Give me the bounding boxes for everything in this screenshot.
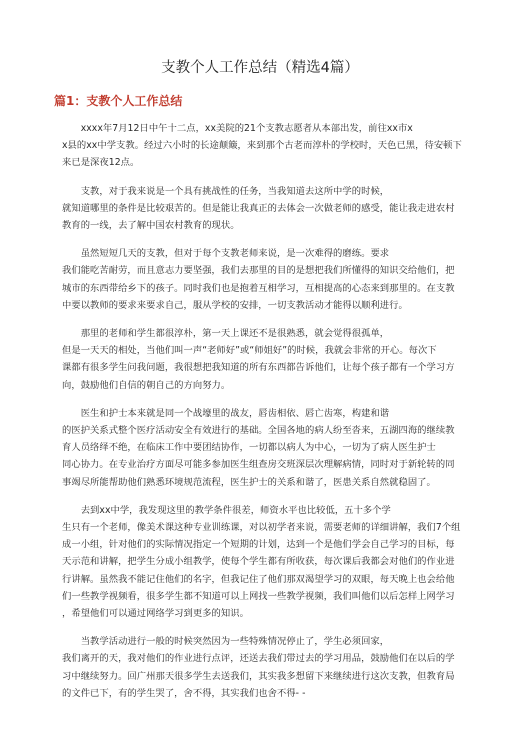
- document-body: [62, 120, 462, 702]
- text-line: 中要以教师的要求来要求自己，服从学校的安排，一切支教活动才能得以顺利进行。: [62, 299, 408, 311]
- text-line: x县的xx中学支教。经过六小时的长途颠簸，来到那个古老而淳朴的学校时，天色已黑，待安顿下: [62, 140, 462, 152]
- text-line: 那里的老师和学生都很淳朴，第一天上课还不是很熟悉，就会觉得很孤单，: [62, 328, 390, 340]
- text-line: 课都有很多学生问我问题，我很想把我知道的所有东西都告诉他们，让每个孩子都有一个学习方: [62, 362, 455, 374]
- text-line: 去到xx中学，我发现这里的教学条件很差，师资水平也比较低，五十多个学: [62, 504, 391, 516]
- text-line: 行讲解。虽然我不能记住他们的名字，但我记住了他们那双渴望学习的双眼，每天晚上也会给他: [62, 573, 455, 585]
- paragraph: [62, 245, 458, 314]
- text-line: 的医护关系式整个医疗活动安全有效进行的基础。全国各地的病人纷至沓来，五湖四海的继续教: [62, 425, 455, 437]
- text-line: 虽然短短几天的支教，但对于每个支教老师来说，是一次难得的磨练。要求: [62, 248, 390, 260]
- text-line: 育人员络绎不绝，在临床工作中要团结协作，一切都以病人为中心，一切为了病人医生护士: [62, 442, 436, 454]
- text-line: 事竭尽所能帮助他们熟悉环境规范流程，医生护士的关系和谐了，医患关系自然就稳固了。: [62, 476, 436, 488]
- text-line: 我们离开的天，我对他们的作业进行点评，还送去我们带过去的学习用品，鼓励他们在以后的学: [62, 653, 455, 665]
- text-line: 教育的一线，去了解中国农村教育的现状。: [62, 220, 240, 232]
- text-line: 成一小组，针对他们的实际情况指定一个短期的计划，达到一个是他们学会自己学习的目标，每: [62, 539, 455, 551]
- paragraph: [62, 183, 458, 235]
- text-line: xxxx年7月12日中午十二点，xx美院的21个支教志愿者从本部出发，前往xx市x: [62, 123, 413, 134]
- text-line: 向，鼓励他们自信的朝自己的方向努力。: [62, 379, 231, 391]
- text-line: 但是一天天的相处，当他们叫一声“老师好”或“师姐好”的时候，我就会非常的开心。每次下: [62, 345, 437, 357]
- paragraph: [62, 502, 461, 622]
- text-line: 习中继续努力。回广州那天很多学生去送我们，其实我多想留下来继续进行这次支教，但教育局: [62, 670, 455, 682]
- text-line: 天示范和讲解，把学生分成小组教学，使每个学生都有所收获，每次课后我都会对他们的作业进: [62, 556, 455, 568]
- text-line: 同心协力。在专业治疗方面尽可能多参加医生组查房交班深层次理解病情，同时对于新轮转的同: [62, 459, 455, 471]
- text-line: 城市的东西带给乡下的孩子。同时我们也是抱着互相学习，互相提高的心态来到那里的。在支教: [62, 282, 455, 294]
- paragraph: [62, 325, 458, 394]
- text-line: 的文件已下，有的学生哭了，舍不得，其实我们也舍不得- -: [62, 687, 306, 699]
- text-line: 们一些教学视频看，很多学生都不知道可以上网找一些教学视频，我们叫他们以后怎样上网学习: [62, 590, 455, 602]
- text-line: 医生和护士本来就是同一个战壕里的战友，唇齿相依、唇亡齿寒，构建和谐: [62, 407, 390, 419]
- text-line: 就知道哪里的条件是比较艰苦的。但是能让我真正的去体会一次做老师的感受，能让我走进农村: [62, 202, 455, 214]
- text-line: 生只有一个老师，像美术课这种专业训练课，对以初学者来说，需要老师的详细讲解，我们7个组: [62, 522, 461, 534]
- text-line: 当教学活动进行一般的时候突然因为一些特殊情况停止了，学生必须回家，: [62, 636, 390, 648]
- paragraph: [62, 120, 462, 172]
- text-line: 支教，对于我来说是一个具有挑战性的任务，当我知道去这所中学的时候，: [62, 185, 390, 197]
- text-line: 来已是深夜12点。: [62, 157, 140, 169]
- document-title: 支教个人工作总结（精选4篇）: [161, 60, 359, 76]
- paragraph: [62, 633, 458, 702]
- text-line: 我们能吃苦耐劳，而且意志力要坚强，我们去那里的目的是想把我们所懂得的知识交给他们，把: [62, 265, 455, 277]
- section-heading: 篇1：支教个人工作总结: [54, 94, 183, 108]
- paragraph: [62, 405, 458, 491]
- text-line: ，希望他们可以通过网络学习到更多的知识。: [62, 608, 249, 620]
